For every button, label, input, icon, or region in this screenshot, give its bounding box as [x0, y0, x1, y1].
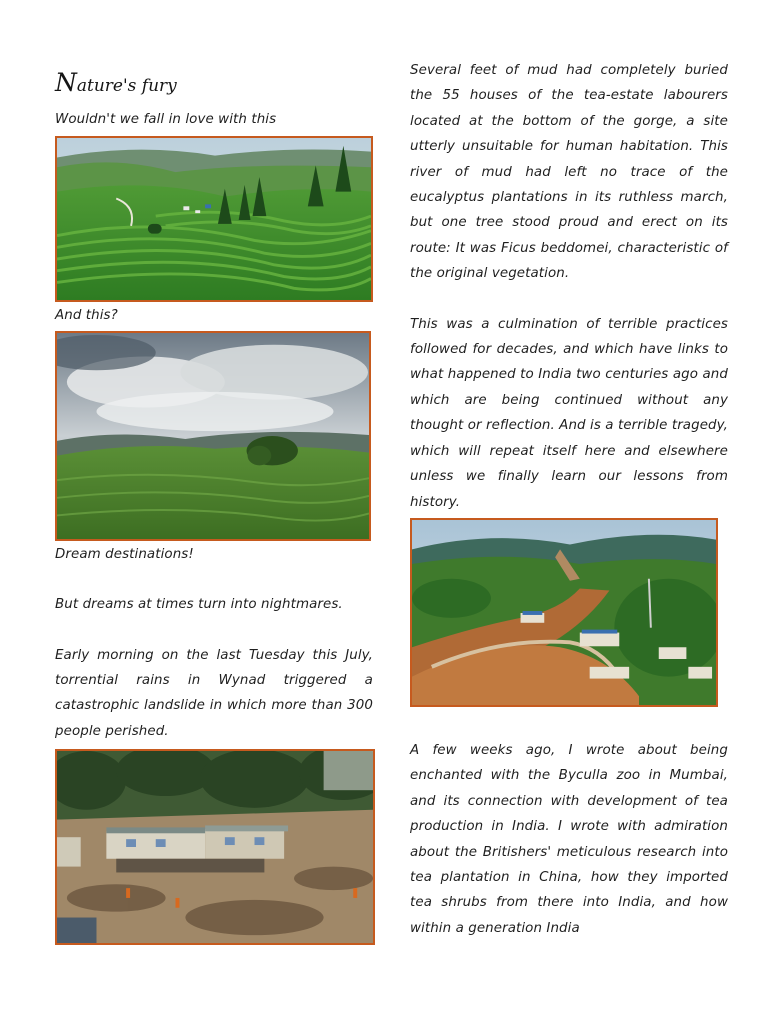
lead-line: Wouldn't we fall in love with this	[55, 112, 277, 127]
landslide-houses-photo	[55, 749, 375, 945]
left-column	[55, 62, 373, 945]
landslide-paragraph: Early morning on the last Tuesday this July, torrential rains in Wynad triggered a catastrophic landslide in which more than 300 people perished.	[55, 647, 373, 739]
mud-paragraph: Several feet of mud had completely buried the 55 houses of the tea-estate labourers located at the bottom of the gorge, a site utterly unsuitable for human habitation. This river of mud had left no trace of the eucalyptus plantations in its ruthless march, but one tree stood proud and erect on its route: It was Ficus beddomei, characteristic of the original vegetation.	[410, 63, 728, 282]
tea-plantation-photo	[55, 136, 373, 302]
zoo-paragraph: A few weeks ago, I wrote about being enchanted with the Byculla zoo in Mumbai, and its connection with development of tea production in India. I wrote with admiration about the Britishers' meticulous research into tea plantation in China, how they imported tea shrubs from there into India, and how within a generation India	[410, 742, 728, 936]
right-column	[410, 58, 728, 941]
aerial-landslide-photo	[410, 518, 718, 707]
title-rest: ature's fury	[76, 76, 177, 96]
caption-and-this: And this?	[55, 308, 118, 324]
nightmares-line: But dreams at times turn into nightmares.	[55, 597, 343, 613]
title-initial: N	[55, 68, 77, 97]
green-hills-photo	[55, 331, 371, 541]
dream-destinations-line: Dream destinations!	[55, 546, 194, 562]
article-title	[55, 68, 373, 97]
culmination-paragraph: This was a culmination of terrible practices followed for decades, and which have links to what happened to India two centuries ago and which are being continued without any thought or reflection. And is a terrible tragedy, which will repeat itself here and elsewhere unless we finally learn our lessons from history.	[410, 316, 728, 510]
